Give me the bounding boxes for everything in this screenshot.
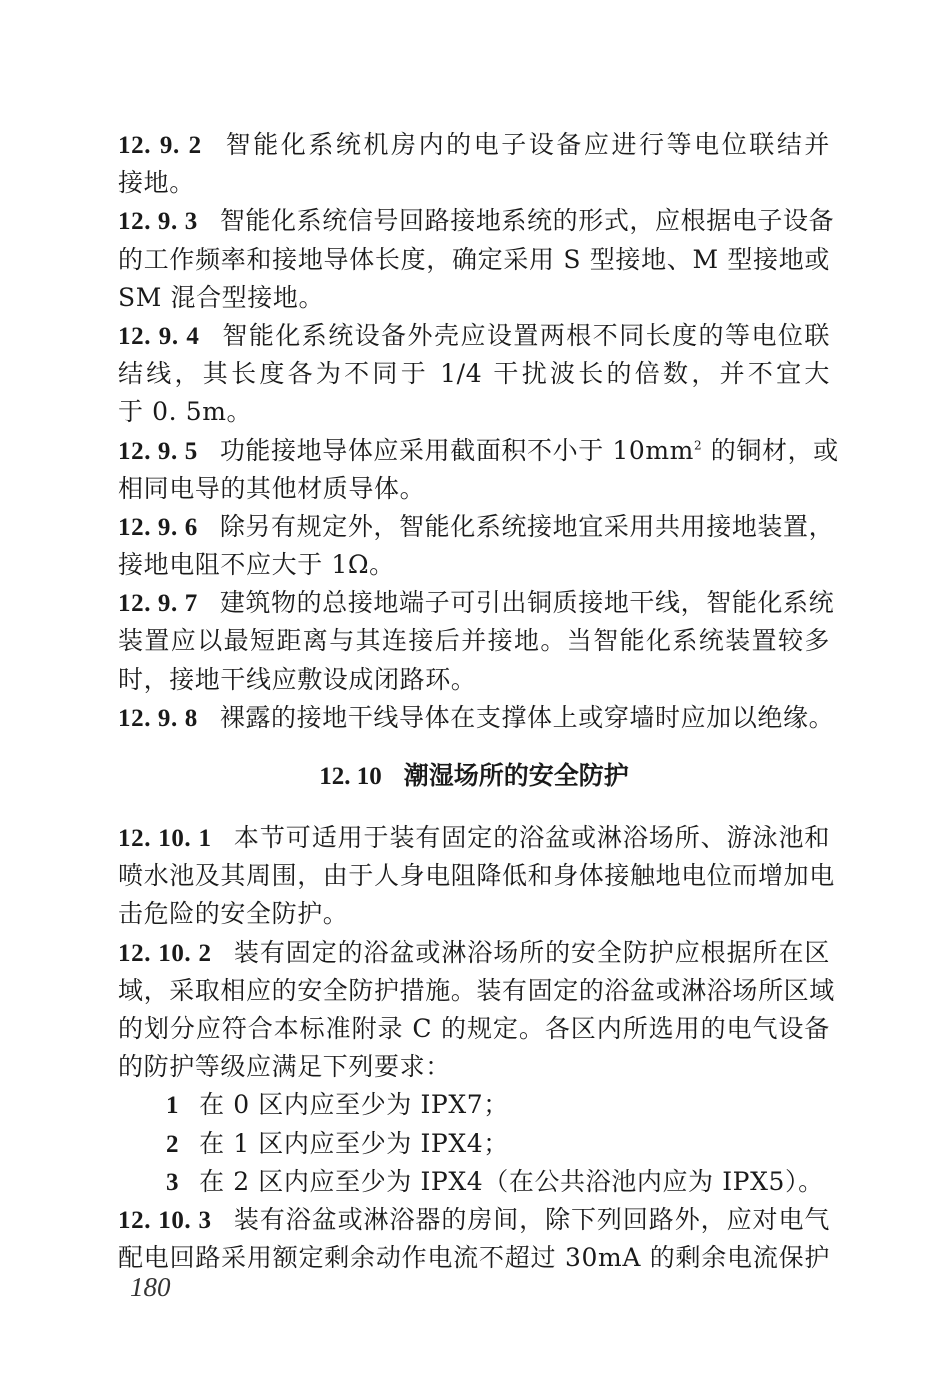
clause-text-line: 的工作频率和接地导体长度，确定采用 S 型接地、M 型接地或: [118, 244, 830, 274]
clause-text: 装有浴盆或淋浴器的房间，除下列回路外，应对电气: [233, 1204, 830, 1234]
list-item: [118, 1086, 830, 1124]
clause-text: 智能化系统设备外壳应设置两根不同长度的等电位联: [221, 320, 830, 350]
list-item: [118, 1125, 830, 1163]
list-item-number: 1: [166, 1092, 180, 1120]
clause-text: 裸露的接地干线导体在支撑体上或穿墙时应加以绝缘。: [219, 702, 835, 732]
clause-number: 12. 9. 7: [118, 590, 198, 618]
clause-number: 12. 10. 2: [118, 939, 212, 967]
clause-text-line: 喷水池及其周围，由于人身电阻降低和身体接触地电位而增加电: [118, 861, 835, 891]
clause-text-line: 接地。: [118, 168, 195, 198]
clause-number: 12. 9. 5: [118, 437, 198, 465]
clause-number: 12. 10. 1: [118, 825, 212, 852]
list-item-text: 在 2 区内应至少为 IPX4（在公共浴池内应为 IPX5）。: [199, 1166, 824, 1196]
section-number: 12. 10: [319, 763, 382, 790]
clause-text: 建筑物的总接地端子可引出铜质接地干线，智能化系统: [219, 588, 835, 618]
page-number: 180: [130, 1272, 171, 1302]
clause-text-line: 相同电导的其他材质导体。: [118, 473, 426, 503]
clause-text: 本节可适用于装有固定的浴盆或淋浴场所、游泳池和: [233, 823, 830, 852]
clause-number: 12. 9. 3: [118, 208, 198, 236]
clause-12-9-5: [118, 432, 839, 470]
clause-text: 装有固定的浴盆或淋浴场所的安全防护应根据所在区: [233, 937, 830, 967]
clause-text-post: 的铜材，或: [702, 435, 839, 465]
clause-text-line: 时，接地干线应敷设成闭路环。: [118, 664, 477, 694]
list-item: [118, 1163, 830, 1201]
clause-12-10-2: [118, 934, 830, 972]
list-item-text: 在 0 区内应至少为 IPX7；: [199, 1090, 509, 1120]
document-body: [118, 126, 839, 1277]
clause-12-9-4: [118, 317, 830, 355]
clause-number: 12. 9. 2: [118, 132, 202, 159]
clause-12-9-6: [118, 508, 835, 546]
clause-text: 智能化系统机房内的电子设备应进行等电位联结并: [223, 130, 830, 159]
superscript: 2: [693, 438, 703, 453]
clause-text-line: 域，采取相应的安全防护措施。装有固定的浴盆或淋浴场所区域: [118, 975, 835, 1005]
clause-text-line: 的防护等级应满足下列要求：: [118, 1052, 451, 1082]
clause-12-10-3: [118, 1201, 830, 1239]
list-item-number: 2: [166, 1130, 180, 1158]
clause-text-line: 配电回路采用额定剩余动作电流不超过 30mA 的剩余电流保护: [118, 1243, 830, 1273]
clause-12-9-2: [118, 126, 830, 164]
list-item-number: 3: [166, 1168, 180, 1196]
clause-text: 除另有规定外，智能化系统接地宜采用共用接地装置，: [219, 511, 835, 541]
clause-12-9-7: [118, 584, 835, 622]
section-heading: [118, 747, 830, 805]
clause-number: 12. 10. 3: [118, 1206, 212, 1234]
clause-text-line: 接地电阻不应大于 1Ω。: [118, 550, 395, 580]
clause-text: [220, 436, 839, 465]
clause-number: 12. 9. 8: [118, 704, 198, 732]
clause-text-line: SM 混合型接地。: [118, 282, 325, 312]
clause-text-line: 的划分应符合本标准附录 C 的规定。各区内所选用的电气设备: [118, 1013, 830, 1043]
clause-12-9-3: [118, 202, 835, 240]
clause-text: 智能化系统信号回路接地系统的形式，应根据电子设备: [219, 206, 835, 236]
clause-text-line: 结线，其长度各为不同于 1/4 干扰波长的倍数，并不宜大: [118, 359, 830, 389]
clause-text-line: 装置应以最短距离与其连接后并接地。当智能化系统装置较多: [118, 626, 830, 656]
clause-number: 12. 9. 6: [118, 513, 198, 541]
clause-text-line: 于 0. 5m。: [118, 397, 253, 427]
clause-12-10-1: [118, 819, 830, 857]
clause-12-9-8: [118, 699, 835, 737]
clause-text-pre: 功能接地导体应采用截面积不小于 10mm: [219, 435, 694, 465]
list-item-text: 在 1 区内应至少为 IPX4；: [199, 1128, 509, 1158]
clause-text-line: 击危险的安全防护。: [118, 899, 349, 929]
clause-number: 12. 9. 4: [118, 322, 200, 350]
section-title: 潮湿场所的安全防护: [403, 761, 629, 790]
